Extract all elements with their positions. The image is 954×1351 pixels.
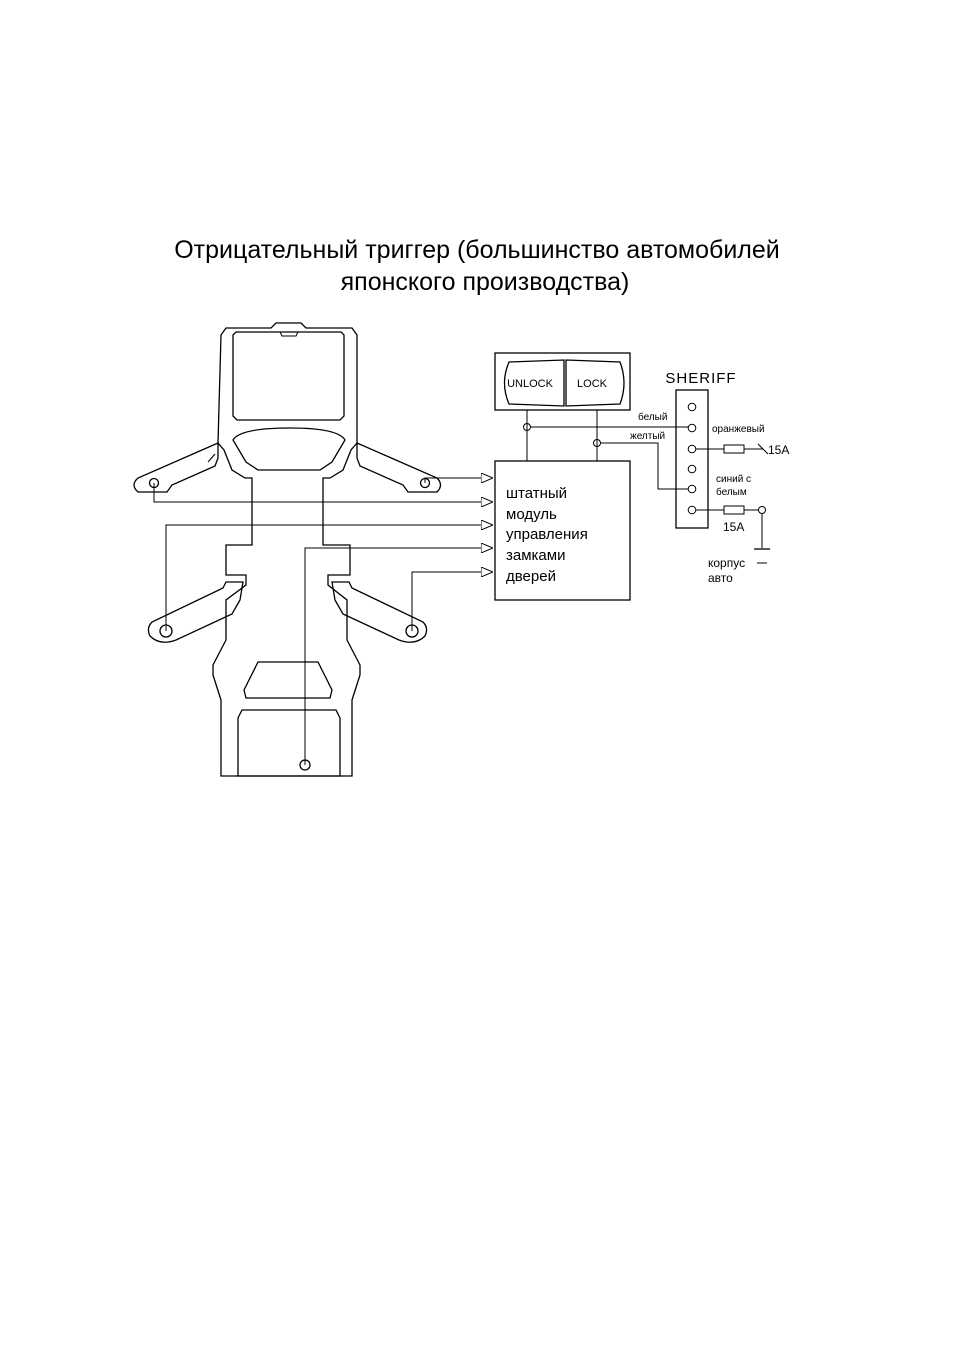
sheriff-brand: SHERIFF <box>665 370 737 387</box>
door-lock-module <box>495 461 630 600</box>
fuse2-rating: 15A <box>723 520 745 534</box>
diagram-title-line2: японского производства) <box>340 268 630 296</box>
lock-label: LOCK <box>577 378 607 390</box>
blue-white-wire <box>696 474 766 548</box>
yellow-wire-label: желтый <box>630 431 666 442</box>
ground-symbol <box>708 549 770 585</box>
orange-wire-label: оранжевый <box>712 424 765 435</box>
module-text-line5: дверей <box>506 568 556 585</box>
door-front-right <box>357 443 441 492</box>
module-text-line4: замками <box>506 547 566 564</box>
fuse-blue-white <box>724 506 744 514</box>
door-rear-left <box>148 582 243 642</box>
blue-white-label-line1: синий с <box>716 474 752 485</box>
module-text-line2: модуль <box>506 506 557 523</box>
car-outline <box>213 323 360 776</box>
white-wire <box>530 411 688 427</box>
fuse-orange <box>724 445 744 453</box>
unlock-label: UNLOCK <box>507 378 553 390</box>
door-front-left <box>134 443 218 492</box>
fuse1-rating: 15A <box>768 443 790 457</box>
switch-module-wires <box>524 410 601 461</box>
blue-white-label-line2: белым <box>716 487 747 498</box>
ground-label-line1: корпус <box>708 556 746 570</box>
white-wire-label: белый <box>638 412 668 423</box>
lock-switch <box>495 353 630 410</box>
yellow-wire <box>600 431 688 489</box>
module-text-line1: штатный <box>506 485 568 502</box>
diagram-title-line1: Отрицательный триггер (большинство автомобилей <box>174 236 780 264</box>
module-text-line3: управления <box>506 526 588 543</box>
orange-wire <box>696 424 789 457</box>
ground-label-line2: авто <box>708 571 733 585</box>
